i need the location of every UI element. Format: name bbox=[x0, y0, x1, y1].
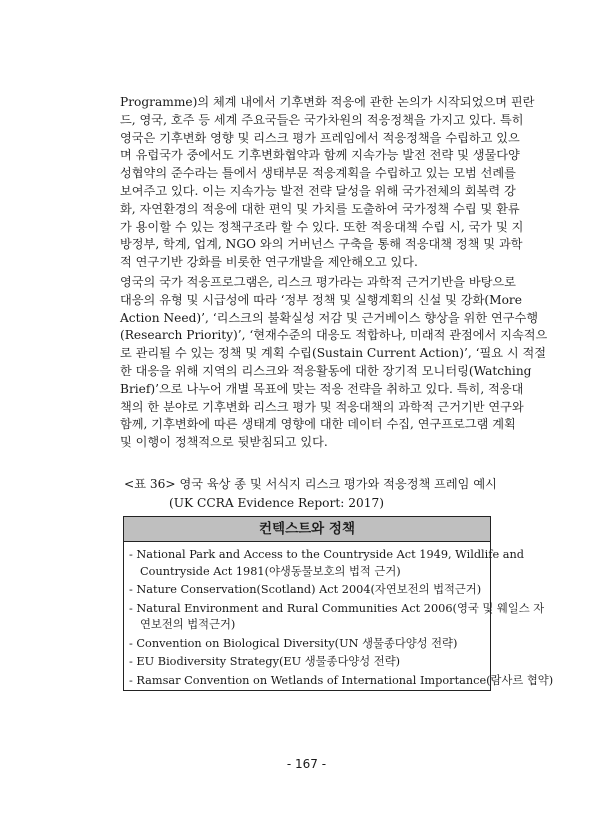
text-line: 보여주고 있다. 이는 지속가능 발전 전략 달성을 위해 국가전체의 회복력 강 bbox=[120, 183, 516, 198]
text-line: 성협약의 준수라는 틀에서 생태부문 적응계획을 수립하고 있는 모범 선례를 bbox=[120, 166, 516, 181]
table-item-line: 연보전의 법적근거) bbox=[140, 618, 236, 631]
table-caption-title: <표 36> 영국 육상 종 및 서식지 리스크 평가와 적응정책 프레임 예시 bbox=[124, 477, 497, 491]
table-header: 컨텍스트와 정책 bbox=[124, 517, 490, 542]
body-paragraph-2 bbox=[120, 274, 548, 452]
table-list-item bbox=[129, 582, 485, 599]
text-line: (Research Priority)’, ‘현재수준의 대응도 적합하나, 미래적 관점에서 지속적으 bbox=[120, 328, 548, 343]
text-line: 드, 영국, 호주 등 세계 주요국들은 국가차원의 적응정책을 가지고 있다. 특히 bbox=[120, 112, 524, 127]
table-item-line: - Convention on Biological Diversity(UN 생물종다양성 전략) bbox=[129, 636, 458, 650]
table-body bbox=[124, 542, 554, 689]
body-paragraph-1 bbox=[120, 94, 535, 272]
table-list-item bbox=[129, 601, 545, 634]
text-line: 로 관리될 수 있는 정책 및 계획 수립(Sustain Current Action)’, ‘필요 시 적절 bbox=[120, 346, 547, 361]
table-item-line: - National Park and Access to the Countryside Act 1949, Wildlife and bbox=[129, 548, 524, 561]
text-line: 대응의 유형 및 시급성에 따라 ‘정부 정책 및 실행계획의 신설 및 강화(More bbox=[120, 292, 522, 307]
text-line: 및 이행이 정책적으로 뒷받침되고 있다. bbox=[120, 435, 328, 450]
table-item-line: - Ramsar Convention on Wetlands of International Importance(람사르 협약) bbox=[129, 673, 554, 687]
text-line: 영국은 기후변화 영향 및 리스크 평가 프레임에서 적응정책을 수립하고 있으 bbox=[120, 130, 520, 145]
table-item-line: - Natural Environment and Rural Communities Act 2006(영국 및 웨일스 자 bbox=[129, 601, 545, 615]
text-line: 며 유럽국가 중에서도 기후변화협약과 함께 지속가능 발전 전략 및 생물다양 bbox=[120, 148, 520, 163]
table-item-line: - Nature Conservation(Scotland) Act 2004(자연보전의 법적근거) bbox=[129, 583, 482, 596]
table-list-item bbox=[129, 636, 485, 653]
table-item-line: Countryside Act 1981(야생동물보호의 법적 근거) bbox=[140, 564, 401, 578]
text-line: Programme)의 체계 내에서 기후변화 적응에 관한 논의가 시작되었으며 핀란 bbox=[120, 95, 535, 109]
policy-table bbox=[123, 516, 554, 691]
text-line: 함께, 기후변화에 따른 생태계 영향에 대한 데이터 수집, 연구프로그램 계획 bbox=[120, 417, 516, 432]
text-line: Brief)’으로 나누어 개별 목표에 맞는 적응 전략을 취하고 있다. 특히, 적응대 bbox=[120, 381, 524, 396]
text-line: 한 대응을 위해 지역의 리스크와 적응활동에 대한 장기적 모니터링(Watching bbox=[120, 363, 532, 378]
table-caption-source: (UK CCRA Evidence Report: 2017) bbox=[169, 496, 384, 510]
text-line: 화, 자연환경의 적응에 대한 편익 및 가치를 도출하여 국가정책 수립 및 환류 bbox=[120, 201, 520, 216]
text-line: 방정부, 학계, 업계, NGO 와의 거버넌스 구축을 통해 적응대책 정책 및 과학 bbox=[120, 237, 523, 252]
table-list-item bbox=[129, 673, 554, 690]
table-caption bbox=[124, 475, 497, 513]
page-number: - 167 - bbox=[286, 757, 327, 771]
table-list-item bbox=[129, 654, 485, 671]
text-line: 영국의 국가 적응프로그램은, 리스크 평가라는 과학적 근거기반을 바탕으로 bbox=[120, 275, 516, 289]
table-list-item bbox=[129, 547, 524, 580]
text-line: 적 연구기반 강화를 비롯한 연구개발을 제안해오고 있다. bbox=[120, 255, 418, 270]
text-line: 가 용이할 수 있는 정책구조라 할 수 있다. 또한 적응대책 수립 시, 국가 및 지 bbox=[120, 219, 524, 234]
table-item-line: - EU Biodiversity Strategy(EU 생물종다양성 전략) bbox=[129, 655, 401, 668]
text-line: Action Need)’, ‘리스크의 불확실성 저감 및 근거베이스 향상을 위한 연구수행 bbox=[120, 310, 539, 325]
text-line: 책의 한 분야로 기후변화 리스크 평가 및 적응대책의 과학적 근거기반 연구와 bbox=[120, 399, 524, 414]
